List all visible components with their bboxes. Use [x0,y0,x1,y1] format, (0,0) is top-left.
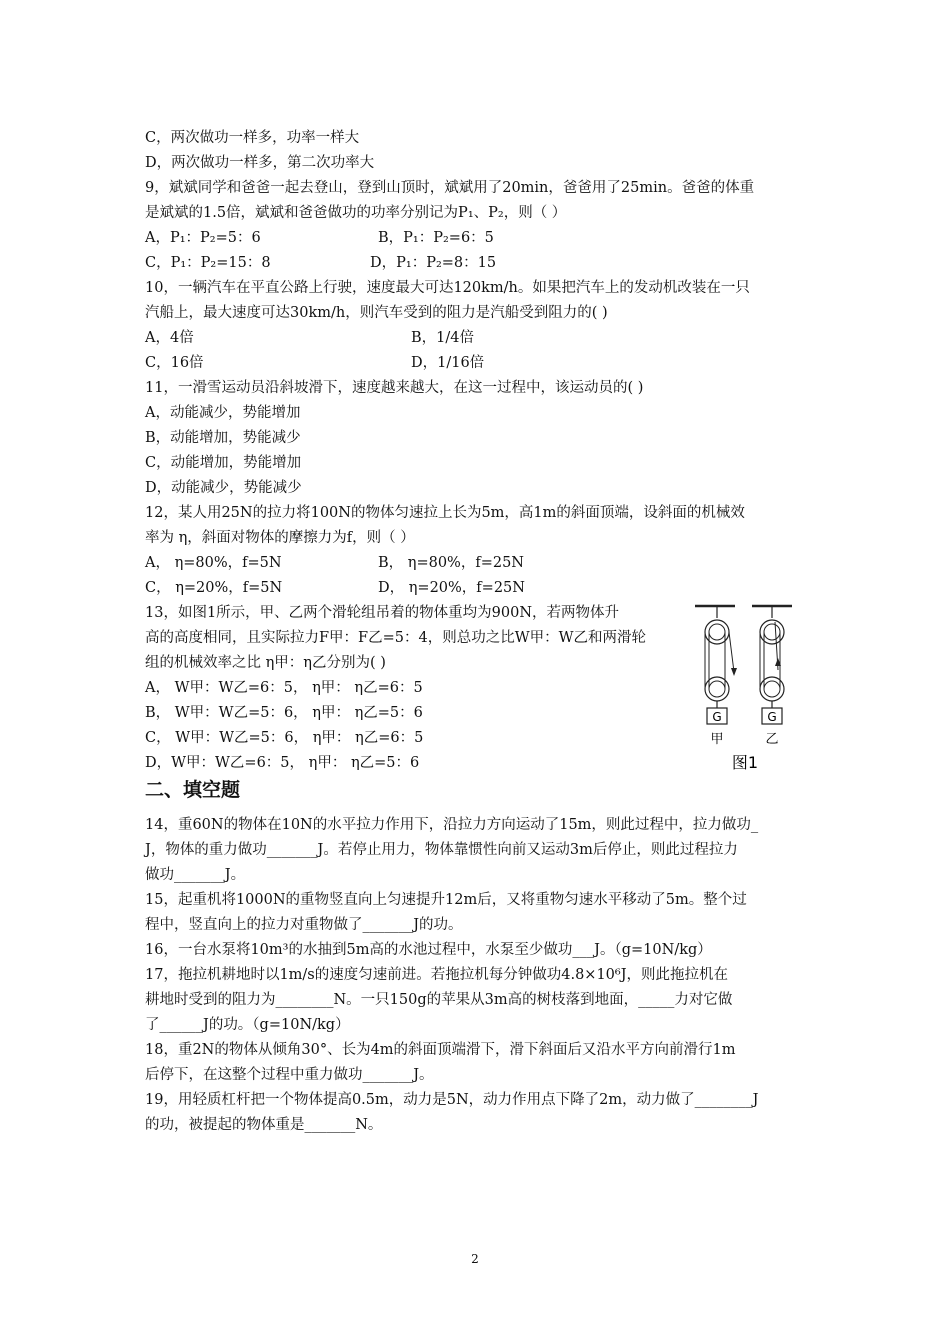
weight-label-left: G [712,710,722,724]
text-line: 程中，竖直向上的拉力对重物做了_______J的功。 [145,917,463,933]
option: D，P₁：P₂=8：15 [370,255,497,271]
question-9: 9，斌斌同学和爸爸一起去登山，登到山顶时，斌斌用了20min，爸爸用了25min。爸爸的体重 [145,180,755,196]
option: D，动能减少，势能减少 [145,480,302,496]
text-line: 后停下，在这整个过程中重力做功_______J。 [145,1067,434,1083]
question-19: 19，用轻质杠杆把一个物体提高0.5m，动力是5N，动力作用点下降了2m，动力做了________J [145,1092,759,1108]
option: A，动能减少，势能增加 [145,405,301,421]
question-15: 15，起重机将1000N的重物竖直向上匀速提升12m后，又将重物匀速水平移动了5m。整个过 [145,892,747,908]
text-line: 汽船上，最大速度可达30km/h，则汽车受到的阻力是汽船受到阻力的( ) [145,305,608,321]
text-line: C，两次做功一样多，功率一样大 [145,130,360,146]
question-17: 17，拖拉机耕地时以1m/s的速度匀速前进。若拖拉机每分钟做功4.8×10⁶J，则此拖拉机在 [145,967,729,983]
pulley-figure [690,600,800,775]
option: C，16倍 [145,355,204,371]
figure-caption: 图1 [731,753,759,772]
option: B，1/4倍 [411,330,474,346]
text-line: J，物体的重力做功_______J。若停止用力，物体靠惯性向前又运动3m后停止，则此过程拉力 [145,842,738,858]
text-line: 率为 η，斜面对物体的摩擦力为f，则（ ） [145,530,415,546]
text-line: 做功_______J。 [145,867,246,883]
option: A， W甲：W乙=6：5， η甲： η乙=6：5 [145,680,423,696]
option: B， W甲：W乙=5：6， η甲： η乙=5：6 [145,705,423,721]
question-18: 18，重2N的物体从倾角30°、长为4m的斜面顶端滑下，滑下斜面后又沿水平方向前滑行1m [145,1042,736,1058]
option: D，W甲：W乙=6：5， η甲： η乙=5：6 [145,755,420,771]
force-arrow-down [731,668,737,676]
question-12: 12，某人用25N的拉力将100N的物体匀速拉上长为5m，高1m的斜面顶端，设斜面的机械效 [145,505,745,521]
option: C， W甲：W乙=5：6， η甲： η乙=6：5 [145,730,424,746]
text-line: 耕地时受到的阻力为________N。一只150g的苹果从3m高的树枝落到地面，_____力对它做 [145,992,733,1008]
pulley-label-right: 乙 [765,732,779,747]
page-number: 2 [471,1252,479,1266]
option: A， η=80%，f=5N [145,555,282,571]
option: D， η=20%，f=25N [378,580,525,596]
question-11: 11，一滑雪运动员沿斜坡滑下，速度越来越大，在这一过程中，该运动员的( ) [145,380,644,396]
option: C， η=20%，f=5N [145,580,283,596]
text-line: 的功，被提起的物体重是_______N。 [145,1117,383,1133]
question-16: 16，一台水泵将10m³的水抽到5m高的水池过程中，水泵至少做功___J。（g=10N/kg） [145,942,712,958]
text-line: 高的高度相同，且实际拉力F甲：F乙=5：4，则总功之比W甲：W乙和两滑轮 [145,630,647,646]
weight-label-right: G [767,710,777,724]
option: A，P₁：P₂=5：6 [145,230,261,246]
question-10: 10，一辆汽车在平直公路上行驶，速度最大可达120km/h。如果把汽车上的发动机改装在一只 [145,280,750,296]
question-13: 13，如图1所示，甲、乙两个滑轮组吊着的物体重均为900N，若两物体升 [145,605,620,621]
section-heading: 二、填空题 [145,779,241,801]
option: A，4倍 [145,330,194,346]
text-line: 是斌斌的1.5倍，斌斌和爸爸做功的功率分别记为P₁、P₂，则（ ） [145,205,567,221]
question-14: 14，重60N的物体在10N的水平拉力作用下，沿拉力方向运动了15m，则此过程中，拉力做功_ [145,817,759,833]
option: C，动能增加，势能增加 [145,455,302,471]
option: B， η=80%，f=25N [378,555,524,571]
text-line: D，两次做功一样多，第二次功率大 [145,155,375,171]
option: B，P₁：P₂=6：5 [378,230,494,246]
text-line: 了______J的功。（g=10N/kg） [145,1017,350,1033]
text-line: 组的机械效率之比 η甲：η乙分别为( ) [145,655,386,671]
option: B，动能增加，势能减少 [145,430,301,446]
pulley-label-left: 甲 [710,732,724,747]
option: D，1/16倍 [411,355,485,371]
option: C，P₁：P₂=15：8 [145,255,271,271]
